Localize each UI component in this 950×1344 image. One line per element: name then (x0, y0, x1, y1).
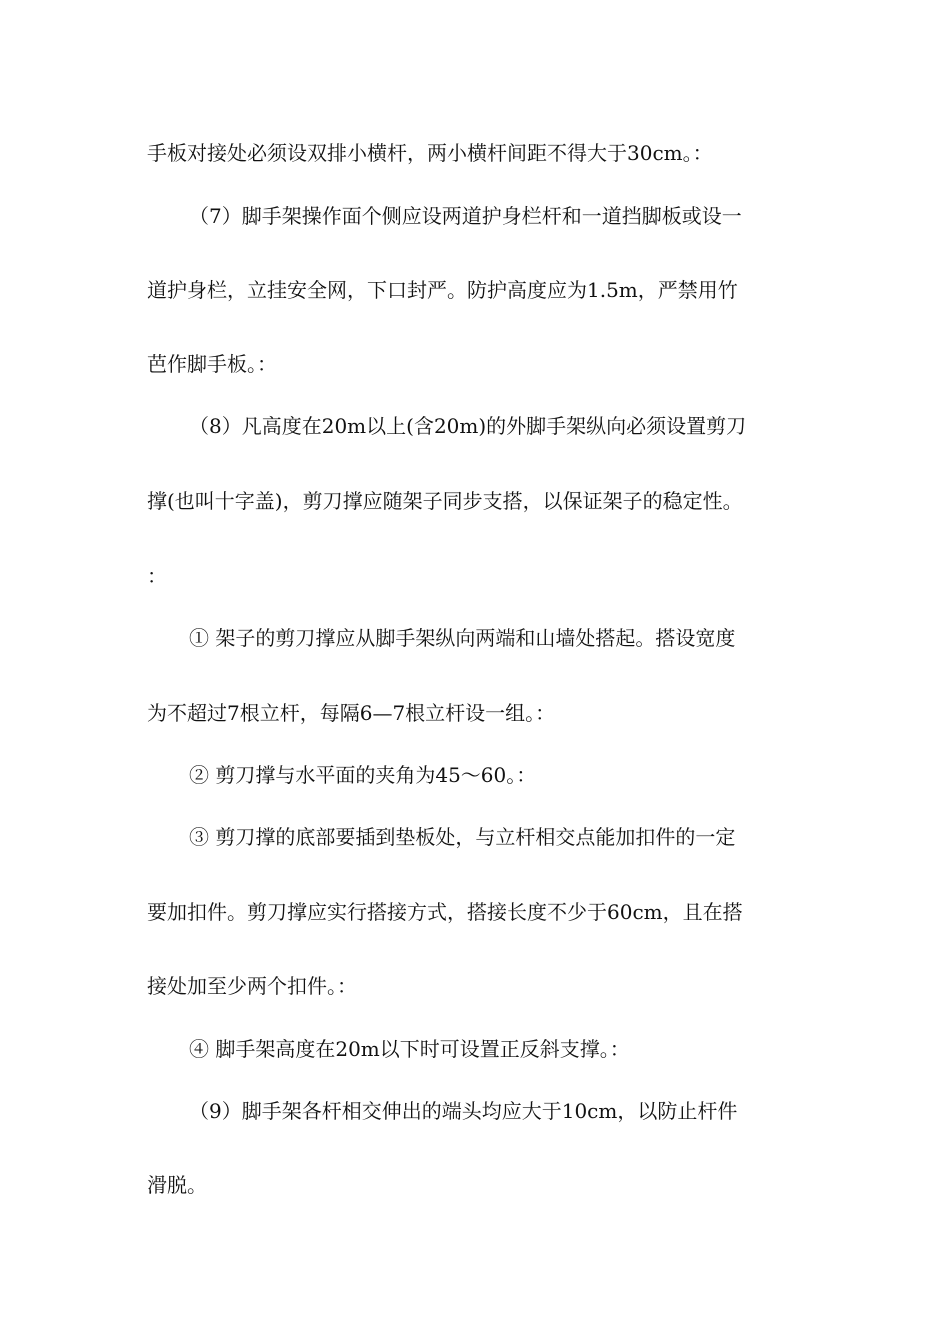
paragraph-line-5: （8）凡高度在20m以上(含20m)的外脚手架纵向必须设置剪刀 (189, 414, 747, 438)
paragraph-line-14: ④ 脚手架高度在20m以下时可设置正反斜支撑。： (189, 1037, 630, 1061)
paragraph-line-15: （9）脚手架各杆相交伸出的端头均应大于10cm，以防止杆件 (189, 1099, 738, 1123)
paragraph-line-9: 为不超过7根立杆，每隔6—7根立杆设一组。： (147, 701, 556, 725)
paragraph-line-10: ② 剪刀撑与水平面的夹角为45～60。： (189, 763, 537, 787)
paragraph-line-3: 道护身栏，立挂安全网，下口封严。防护高度应为1.5m，严禁用竹 (147, 278, 738, 302)
paragraph-line-6: 撑(也叫十字盖)，剪刀撑应随架子同步支搭，以保证架子的稳定性。 (147, 489, 743, 513)
paragraph-line-12: 要加扣件。剪刀撑应实行搭接方式，搭接长度不少于60cm，且在搭 (147, 900, 743, 924)
paragraph-line-7: ： (147, 564, 167, 588)
paragraph-line-4: 芭作脚手板。： (147, 352, 277, 376)
paragraph-line-2: （7）脚手架操作面个侧应设两道护身栏杆和一道挡脚板或设一 (189, 204, 742, 228)
paragraph-line-8: ① 架子的剪刀撑应从脚手架纵向两端和山墙处搭起。搭设宽度 (189, 626, 736, 650)
paragraph-line-13: 接处加至少两个扣件。： (147, 974, 357, 998)
paragraph-line-16: 滑脱。 (147, 1173, 207, 1197)
paragraph-line-11: ③ 剪刀撑的底部要插到垫板处，与立杆相交点能加扣件的一定 (189, 825, 736, 849)
paragraph-line-1: 手板对接处必须设双排小横杆，两小横杆间距不得大于30cm。： (147, 141, 713, 165)
